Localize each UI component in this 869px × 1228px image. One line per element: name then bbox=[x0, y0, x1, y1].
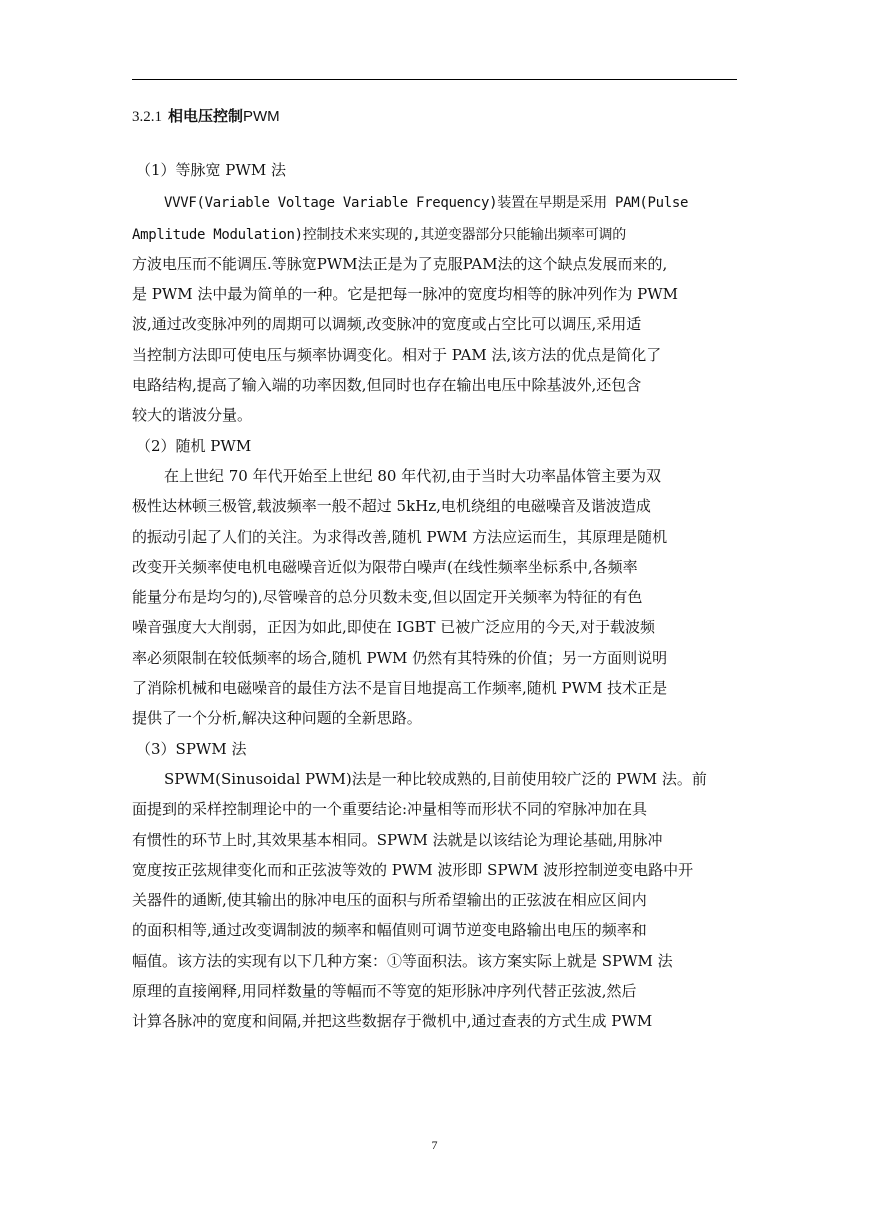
paragraph-line: 能量分布是均匀的),尽管噪音的总分贝数未变,但以固定开关频率为特征的有色 bbox=[132, 588, 643, 607]
paragraph-line: 面提到的采样控制理论中的一个重要结论:冲量相等而形状不同的窄脉冲加在具 bbox=[132, 800, 648, 819]
paragraph-line: Amplitude Modulation)控制技术来实现的,其逆变器部分只能输出频率可调的 bbox=[132, 226, 626, 243]
section-number: 3.2.1 bbox=[132, 109, 162, 125]
paragraph-line: 在上世纪 70 年代开始至上世纪 80 年代初,由于当时大功率晶体管主要为双 bbox=[164, 466, 662, 485]
paragraph-line: 较大的谐波分量。 bbox=[132, 406, 253, 425]
section-title-en: PWM bbox=[243, 108, 280, 125]
paragraph-line: 方波电压而不能调压.等脉宽PWM法正是为了克服PAM法的这个缺点发展而来的, bbox=[132, 254, 668, 273]
paragraph-line: 宽度按正弦规律变化而和正弦波等效的 PWM 波形即 SPWM 波形控制逆变电路中开 bbox=[132, 860, 694, 879]
subsection-heading: （1）等脉宽 PWM 法 bbox=[136, 161, 286, 179]
paragraph-line: 原理的直接阐释,用同样数量的等幅而不等宽的矩形脉冲序列代替正弦波,然后 bbox=[132, 982, 637, 1001]
paragraph-line: 幅值。该方法的实现有以下几种方案：①等面积法。该方案实际上就是 SPWM 法 bbox=[132, 951, 673, 970]
paragraph-line: 波,通过改变脉冲列的周期可以调频,改变脉冲的宽度或占空比可以调压,采用适 bbox=[132, 315, 642, 334]
paragraph-line: 当控制方法即可使电压与频率协调变化。相对于 PAM 法,该方法的优点是简化了 bbox=[132, 345, 662, 364]
subsection-heading: （3）SPWM 法 bbox=[136, 739, 247, 758]
paragraph-line: 有惯性的环节上时,其效果基本相同。SPWM 法就是以该结论为理论基础,用脉冲 bbox=[132, 830, 663, 849]
paragraph-line: 的面积相等,通过改变调制波的频率和幅值则可调节逆变电路输出电压的频率和 bbox=[132, 921, 647, 940]
header-rule bbox=[132, 79, 737, 80]
paragraph-line: 率必须限制在较低频率的场合,随机 PWM 仍然有其特殊的价值；另一方面则说明 bbox=[132, 648, 668, 667]
paragraph-line: 改变开关频率使电机电磁噪音近似为限带白噪声(在线性频率坐标系中,各频率 bbox=[132, 557, 638, 576]
section-title-cn: 相电压控制 bbox=[168, 107, 244, 125]
page-number: 7 bbox=[431, 1138, 438, 1152]
paragraph-line: 电路结构,提高了输入端的功率因数,但同时也存在输出电压中除基波外,还包含 bbox=[132, 376, 642, 395]
paragraph-line: 了消除机械和电磁噪音的最佳方法不是盲目地提高工作频率,随机 PWM 技术正是 bbox=[132, 679, 668, 698]
paragraph-line: 关器件的通断,使其输出的脉冲电压的面积与所希望输出的正弦波在相应区间内 bbox=[132, 891, 647, 910]
paragraph-line: 提供了一个分析,解决这种问题的全新思路。 bbox=[132, 709, 422, 728]
paragraph-line: VVVF(Variable Voltage Variable Frequency)装置在早期是采用 PAM(Pulse bbox=[164, 195, 689, 212]
subsection-heading: （2）随机 PWM bbox=[136, 436, 252, 455]
body-text bbox=[132, 155, 737, 1037]
paragraph-line: 计算各脉冲的宽度和间隔,并把这些数据存于微机中,通过查表的方式生成 PWM bbox=[132, 1012, 653, 1031]
paragraph-line: 噪音强度大大削弱，正因为如此,即使在 IGBT 已被广泛应用的今天,对于载波频 bbox=[132, 618, 656, 637]
paragraph-line: 是 PWM 法中最为简单的一种。它是把每一脉冲的宽度均相等的脉冲列作为 PWM bbox=[132, 285, 679, 304]
paragraph-line: 极性达林顿三极管,载波频率一般不超过 5kHz,电机绕组的电磁噪音及谐波造成 bbox=[132, 497, 651, 516]
paragraph-line: 的振动引起了人们的关注。为求得改善,随机 PWM 方法应运而生，其原理是随机 bbox=[132, 527, 668, 546]
paragraph-line: SPWM(Sinusoidal PWM)法是一种比较成熟的,目前使用较广泛的 PWM 法。前 bbox=[164, 769, 707, 788]
section-heading bbox=[132, 106, 280, 127]
